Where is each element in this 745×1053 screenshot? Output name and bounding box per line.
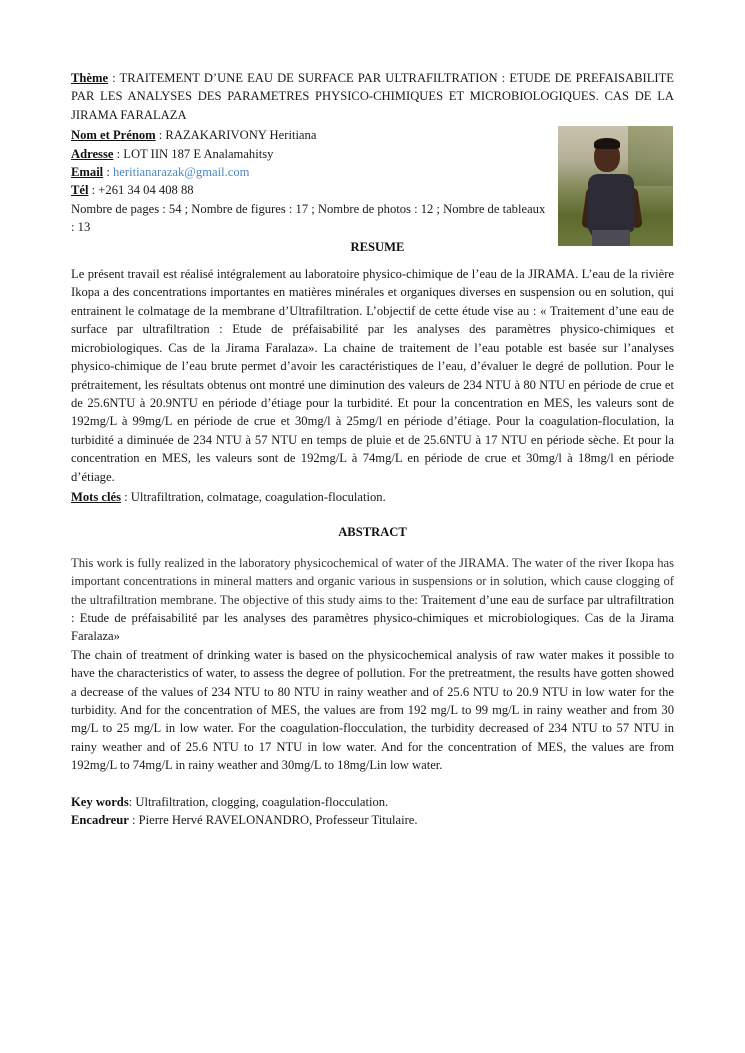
theme-label: Thème xyxy=(71,71,109,85)
email-link[interactable]: heritianarazak@gmail.com xyxy=(112,165,250,180)
author-block xyxy=(71,126,674,236)
author-info xyxy=(71,126,549,236)
abstract-paragraph-2: The chain of treatment of drinking water is based on the physicochemical analysis of raw water makes it possible to have the characteristics of water, to assess the degree of pollution. For the pretreatment, the results have gotten showed a decrease of the values of 234 NTU to 80 NTU in rainy weather and of 25.6 NTU to 20.9 NTU in low water for the turbidity. And for the concentration of MES, the values are from 192 mg/L to 99 mg/L in rainy weather and from 30 mg/L to 25 mg/L in low water. For the coagulation-flocculation, the turbidity decreased of 234 NTU to 57 NTU in rainy weather and of 25.6 NTU to 17 NTU in low water. And for the concentration of MES, the values are from 192mg/L to 74mg/L in rainy weather and 30mg/L to 18mg/Lin low water. xyxy=(71,647,674,773)
address-label: Adresse xyxy=(71,146,114,161)
abstract-paragraph-1 xyxy=(71,554,674,646)
email-separator: : xyxy=(103,165,113,180)
email-line xyxy=(71,163,549,181)
keywords-en-line xyxy=(71,793,674,811)
document-page xyxy=(71,69,674,830)
keywords-en-value: : Ultrafiltration, clogging, coagulation-flocculation. xyxy=(128,795,389,810)
keywords-fr-line xyxy=(71,488,674,506)
abstract-heading: ABSTRACT xyxy=(338,525,407,540)
supervisor-label: Encadreur xyxy=(71,813,129,828)
keywords-en-label: Key words xyxy=(71,795,129,810)
resume-heading: RESUME xyxy=(350,239,405,254)
address-line xyxy=(71,145,549,163)
abstract-p1-english: This work is fully realized in the laboratory physicochemical of water of the JIRAMA. The water of the river Ikopa has important concentrations in mineral matters and organic various in suspensions or in solution, which cause clogging of the ultrafiltration membrane. The objective of this study aims to the: xyxy=(71,555,674,607)
name-label: Nom et Prénom xyxy=(71,128,156,143)
supervisor-line xyxy=(71,811,674,829)
keywords-fr-label: Mots clés xyxy=(71,489,122,504)
supervisor-value: : Pierre Hervé RAVELONANDRO, Professeur Titulaire. xyxy=(128,813,418,828)
address-value: : LOT IIN 187 E Analamahitsy xyxy=(113,146,274,161)
theme-paragraph xyxy=(71,69,674,124)
tel-value: : +261 34 04 408 88 xyxy=(88,183,194,198)
abstract-section xyxy=(71,554,674,830)
tel-line xyxy=(71,181,549,199)
name-value: : RAZAKARIVONY Heritiana xyxy=(155,128,317,143)
theme-text: : TRAITEMENT D’UNE EAU DE SURFACE PAR ULTRAFILTRATION : ETUDE DE PREFAISABILITE PAR LES ANALYSES DES PARAMETRES PHYSICO-CHIMIQUES ET MICROBIOLOGIQUES. CAS DE LA JIRAMA FARALAZA xyxy=(71,71,674,122)
email-label: Email xyxy=(71,165,104,180)
resume-body: Le présent travail est réalisé intégralement au laboratoire physico-chimique de l’eau de la JIRAMA. L’eau de la rivière Ikopa a des concentrations importantes en matières minérales et organiques diverses en suspension ou en solution, qui entrainent le colmatage de la membrane d’Ultrafiltration. L’objectif de cette étude vise au : « Traitement d’une eau de surface par ultrafiltration : Etude de préfaisabilité par les analyses des paramètres physico-chimiques et microbiologiques. Cas de la Jirama Faralaza». La chaine de traitement de l’eau potable est basée sur l’analyses physico-chimique de l’eau brute permet d’avoir les caractéristiques de l’eau, d’évaluer le degré de pollution. Pour le prétraitement, les résultats obtenus ont montré une diminution des valeurs de 234 NTU à 80 NTU en période de crue et de 25.6NTU à 20.9NTU en période d’étiage pour la turbidité. Et pour la concentration en MES, les valeurs sont de 192mg/L à 99mg/L en période de crue et 30mg/l à 25mg/l en période d’étiage. Pour la coagulation-floculation, la turbidité a diminuée de 234 NTU à 57 NTU en temps de pluie et de 25.6NTU à 17 NTU en période sèche. Et pour la concentration en MES, les valeurs sont de 192mg/L à 74mg/L en période de crue et 30mg/l à 18mg/l en période d’étiage. xyxy=(71,267,674,484)
name-line xyxy=(71,126,549,144)
abstract-p1-french: Traitement d’une eau de surface par ultrafiltration : Etude de préfaisabilité par les analyses des paramètres physico-chimiques et microbiologiques. Cas de la Jirama Faralaza» xyxy=(71,592,675,644)
counts-line: Nombre de pages : 54 ; Nombre de figures : 17 ; Nombre de photos : 12 ; Nombre de tableaux : 13 xyxy=(71,201,546,235)
keywords-fr-value: : Ultrafiltration, colmatage, coagulation-floculation. xyxy=(121,489,386,504)
author-photo xyxy=(558,126,673,246)
tel-label: Tél xyxy=(71,183,89,198)
